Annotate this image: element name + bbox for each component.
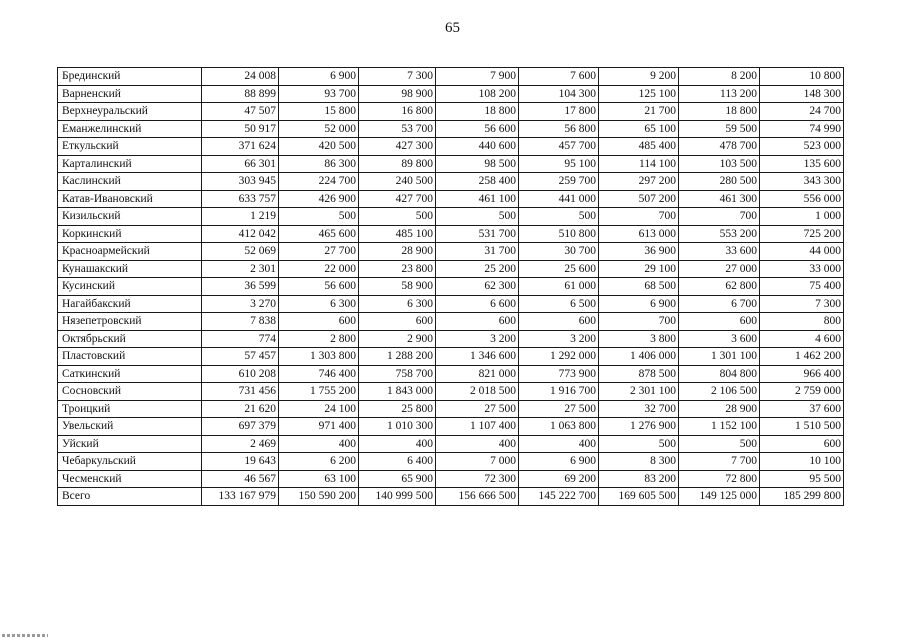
value-cell: 22 000 <box>279 260 359 278</box>
value-cell: 613 000 <box>599 225 679 243</box>
value-cell: 224 700 <box>279 173 359 191</box>
value-cell: 56 800 <box>519 120 599 138</box>
value-cell: 72 800 <box>679 470 760 488</box>
value-cell: 461 300 <box>679 190 760 208</box>
table-row <box>58 68 844 86</box>
value-cell: 510 800 <box>519 225 599 243</box>
district-name-cell: Сосновский <box>58 383 202 401</box>
value-cell: 140 999 500 <box>359 488 436 506</box>
value-cell: 17 800 <box>519 103 599 121</box>
value-cell: 878 500 <box>599 365 679 383</box>
value-cell: 6 200 <box>279 453 359 471</box>
district-name-cell: Кунашакский <box>58 260 202 278</box>
district-name-cell: Саткинский <box>58 365 202 383</box>
value-cell: 6 900 <box>519 453 599 471</box>
value-cell: 2 301 100 <box>599 383 679 401</box>
value-cell: 2 900 <box>359 330 436 348</box>
value-cell: 400 <box>436 435 519 453</box>
value-cell: 971 400 <box>279 418 359 436</box>
value-cell: 68 500 <box>599 278 679 296</box>
value-cell: 3 800 <box>599 330 679 348</box>
value-cell: 156 666 500 <box>436 488 519 506</box>
value-cell: 600 <box>359 313 436 331</box>
value-cell: 10 100 <box>760 453 844 471</box>
table-row <box>58 85 844 103</box>
value-cell: 24 100 <box>279 400 359 418</box>
district-name-cell: Еткульский <box>58 138 202 156</box>
table-row <box>58 278 844 296</box>
table-body <box>58 68 844 506</box>
value-cell: 150 590 200 <box>279 488 359 506</box>
value-cell: 6 900 <box>279 68 359 86</box>
value-cell: 2 800 <box>279 330 359 348</box>
value-cell: 21 620 <box>202 400 279 418</box>
value-cell: 478 700 <box>679 138 760 156</box>
value-cell: 61 000 <box>519 278 599 296</box>
value-cell: 804 800 <box>679 365 760 383</box>
district-name-cell: Чесменский <box>58 470 202 488</box>
value-cell: 507 200 <box>599 190 679 208</box>
value-cell: 28 900 <box>679 400 760 418</box>
value-cell: 7 000 <box>436 453 519 471</box>
value-cell: 86 300 <box>279 155 359 173</box>
value-cell: 15 800 <box>279 103 359 121</box>
value-cell: 427 300 <box>359 138 436 156</box>
value-cell: 65 900 <box>359 470 436 488</box>
district-name-cell: Варненский <box>58 85 202 103</box>
table-row <box>58 120 844 138</box>
value-cell: 600 <box>679 313 760 331</box>
value-cell: 3 200 <box>519 330 599 348</box>
value-cell: 16 800 <box>359 103 436 121</box>
value-cell: 8 200 <box>679 68 760 86</box>
value-cell: 1 107 400 <box>436 418 519 436</box>
value-cell: 31 700 <box>436 243 519 261</box>
district-name-cell: Катав-Ивановский <box>58 190 202 208</box>
value-cell: 27 500 <box>436 400 519 418</box>
value-cell: 1 219 <box>202 208 279 226</box>
district-name-cell: Чебаркульский <box>58 453 202 471</box>
value-cell: 27 500 <box>519 400 599 418</box>
value-cell: 30 700 <box>519 243 599 261</box>
value-cell: 412 042 <box>202 225 279 243</box>
value-cell: 104 300 <box>519 85 599 103</box>
value-cell: 8 300 <box>599 453 679 471</box>
value-cell: 303 945 <box>202 173 279 191</box>
table-row <box>58 348 844 366</box>
value-cell: 75 400 <box>760 278 844 296</box>
value-cell: 500 <box>599 435 679 453</box>
table-row <box>58 173 844 191</box>
value-cell: 697 379 <box>202 418 279 436</box>
value-cell: 280 500 <box>679 173 760 191</box>
value-cell: 50 917 <box>202 120 279 138</box>
value-cell: 1 301 100 <box>679 348 760 366</box>
value-cell: 2 106 500 <box>679 383 760 401</box>
value-cell: 25 200 <box>436 260 519 278</box>
value-cell: 440 600 <box>436 138 519 156</box>
value-cell: 114 100 <box>599 155 679 173</box>
table-row <box>58 313 844 331</box>
value-cell: 1 916 700 <box>519 383 599 401</box>
table-row <box>58 400 844 418</box>
value-cell: 19 643 <box>202 453 279 471</box>
value-cell: 6 300 <box>359 295 436 313</box>
value-cell: 3 600 <box>679 330 760 348</box>
value-cell: 65 100 <box>599 120 679 138</box>
value-cell: 821 000 <box>436 365 519 383</box>
value-cell: 500 <box>679 435 760 453</box>
value-cell: 133 167 979 <box>202 488 279 506</box>
value-cell: 88 899 <box>202 85 279 103</box>
value-cell: 600 <box>279 313 359 331</box>
district-name-cell: Красноармейский <box>58 243 202 261</box>
value-cell: 103 500 <box>679 155 760 173</box>
value-cell: 3 200 <box>436 330 519 348</box>
district-name-cell: Пластовский <box>58 348 202 366</box>
table-row <box>58 435 844 453</box>
value-cell: 1 152 100 <box>679 418 760 436</box>
value-cell: 966 400 <box>760 365 844 383</box>
value-cell: 600 <box>760 435 844 453</box>
value-cell: 25 600 <box>519 260 599 278</box>
value-cell: 1 000 <box>760 208 844 226</box>
district-name-cell: Уйский <box>58 435 202 453</box>
value-cell: 1 288 200 <box>359 348 436 366</box>
value-cell: 426 900 <box>279 190 359 208</box>
value-cell: 93 700 <box>279 85 359 103</box>
value-cell: 1 755 200 <box>279 383 359 401</box>
value-cell: 66 301 <box>202 155 279 173</box>
value-cell: 6 900 <box>599 295 679 313</box>
value-cell: 83 200 <box>599 470 679 488</box>
table-row <box>58 295 844 313</box>
value-cell: 149 125 000 <box>679 488 760 506</box>
district-name-cell: Кизильский <box>58 208 202 226</box>
value-cell: 125 100 <box>599 85 679 103</box>
value-cell: 10 800 <box>760 68 844 86</box>
value-cell: 600 <box>519 313 599 331</box>
value-cell: 556 000 <box>760 190 844 208</box>
value-cell: 36 900 <box>599 243 679 261</box>
table-row <box>58 103 844 121</box>
value-cell: 108 200 <box>436 85 519 103</box>
value-cell: 1 063 800 <box>519 418 599 436</box>
table-row <box>58 383 844 401</box>
value-cell: 7 900 <box>436 68 519 86</box>
table-row <box>58 488 844 506</box>
value-cell: 1 276 900 <box>599 418 679 436</box>
value-cell: 7 300 <box>359 68 436 86</box>
value-cell: 259 700 <box>519 173 599 191</box>
value-cell: 1 303 800 <box>279 348 359 366</box>
value-cell: 700 <box>599 313 679 331</box>
value-cell: 1 292 000 <box>519 348 599 366</box>
value-cell: 6 500 <box>519 295 599 313</box>
value-cell: 774 <box>202 330 279 348</box>
district-name-cell: Всего <box>58 488 202 506</box>
value-cell: 400 <box>519 435 599 453</box>
value-cell: 27 000 <box>679 260 760 278</box>
value-cell: 32 700 <box>599 400 679 418</box>
table-row <box>58 365 844 383</box>
value-cell: 89 800 <box>359 155 436 173</box>
value-cell: 1 406 000 <box>599 348 679 366</box>
district-name-cell: Нязепетровский <box>58 313 202 331</box>
value-cell: 52 000 <box>279 120 359 138</box>
value-cell: 2 301 <box>202 260 279 278</box>
value-cell: 72 300 <box>436 470 519 488</box>
value-cell: 58 900 <box>359 278 436 296</box>
value-cell: 57 457 <box>202 348 279 366</box>
value-cell: 9 200 <box>599 68 679 86</box>
value-cell: 3 270 <box>202 295 279 313</box>
value-cell: 2 469 <box>202 435 279 453</box>
value-cell: 2 018 500 <box>436 383 519 401</box>
value-cell: 98 500 <box>436 155 519 173</box>
district-name-cell: Октябрьский <box>58 330 202 348</box>
value-cell: 24 008 <box>202 68 279 86</box>
value-cell: 485 400 <box>599 138 679 156</box>
value-cell: 52 069 <box>202 243 279 261</box>
value-cell: 240 500 <box>359 173 436 191</box>
value-cell: 148 300 <box>760 85 844 103</box>
value-cell: 33 000 <box>760 260 844 278</box>
value-cell: 7 700 <box>679 453 760 471</box>
value-cell: 500 <box>519 208 599 226</box>
value-cell: 1 010 300 <box>359 418 436 436</box>
value-cell: 758 700 <box>359 365 436 383</box>
value-cell: 700 <box>679 208 760 226</box>
value-cell: 23 800 <box>359 260 436 278</box>
value-cell: 98 900 <box>359 85 436 103</box>
value-cell: 465 600 <box>279 225 359 243</box>
value-cell: 500 <box>279 208 359 226</box>
value-cell: 21 700 <box>599 103 679 121</box>
table-row <box>58 225 844 243</box>
district-name-cell: Верхнеуральский <box>58 103 202 121</box>
value-cell: 24 700 <box>760 103 844 121</box>
data-table <box>57 67 844 506</box>
district-name-cell: Увельский <box>58 418 202 436</box>
value-cell: 7 838 <box>202 313 279 331</box>
value-cell: 523 000 <box>760 138 844 156</box>
district-name-cell: Еманжелинский <box>58 120 202 138</box>
value-cell: 36 599 <box>202 278 279 296</box>
table-row <box>58 190 844 208</box>
table-row <box>58 418 844 436</box>
value-cell: 297 200 <box>599 173 679 191</box>
value-cell: 46 567 <box>202 470 279 488</box>
district-name-cell: Каслинский <box>58 173 202 191</box>
table-row <box>58 453 844 471</box>
value-cell: 773 900 <box>519 365 599 383</box>
value-cell: 531 700 <box>436 225 519 243</box>
value-cell: 700 <box>599 208 679 226</box>
table-row <box>58 208 844 226</box>
table-row <box>58 330 844 348</box>
value-cell: 400 <box>279 435 359 453</box>
value-cell: 6 400 <box>359 453 436 471</box>
value-cell: 95 500 <box>760 470 844 488</box>
value-cell: 27 700 <box>279 243 359 261</box>
table-row <box>58 260 844 278</box>
value-cell: 610 208 <box>202 365 279 383</box>
district-name-cell: Нагайбакский <box>58 295 202 313</box>
table-row <box>58 243 844 261</box>
value-cell: 53 700 <box>359 120 436 138</box>
district-name-cell: Карталинский <box>58 155 202 173</box>
value-cell: 25 800 <box>359 400 436 418</box>
value-cell: 28 900 <box>359 243 436 261</box>
table-row <box>58 470 844 488</box>
value-cell: 457 700 <box>519 138 599 156</box>
value-cell: 500 <box>436 208 519 226</box>
district-name-cell: Коркинский <box>58 225 202 243</box>
value-cell: 633 757 <box>202 190 279 208</box>
value-cell: 7 300 <box>760 295 844 313</box>
value-cell: 18 800 <box>679 103 760 121</box>
value-cell: 69 200 <box>519 470 599 488</box>
table-row <box>58 138 844 156</box>
scan-artifact <box>2 634 48 637</box>
value-cell: 56 600 <box>279 278 359 296</box>
value-cell: 1 843 000 <box>359 383 436 401</box>
value-cell: 731 456 <box>202 383 279 401</box>
value-cell: 485 100 <box>359 225 436 243</box>
value-cell: 74 990 <box>760 120 844 138</box>
value-cell: 600 <box>436 313 519 331</box>
value-cell: 18 800 <box>436 103 519 121</box>
district-name-cell: Брединский <box>58 68 202 86</box>
value-cell: 4 600 <box>760 330 844 348</box>
value-cell: 145 222 700 <box>519 488 599 506</box>
district-name-cell: Кусинский <box>58 278 202 296</box>
value-cell: 62 300 <box>436 278 519 296</box>
value-cell: 95 100 <box>519 155 599 173</box>
value-cell: 258 400 <box>436 173 519 191</box>
value-cell: 746 400 <box>279 365 359 383</box>
value-cell: 59 500 <box>679 120 760 138</box>
value-cell: 2 759 000 <box>760 383 844 401</box>
value-cell: 6 700 <box>679 295 760 313</box>
value-cell: 185 299 800 <box>760 488 844 506</box>
value-cell: 7 600 <box>519 68 599 86</box>
value-cell: 400 <box>359 435 436 453</box>
value-cell: 56 600 <box>436 120 519 138</box>
value-cell: 553 200 <box>679 225 760 243</box>
page-number: 65 <box>445 20 460 36</box>
value-cell: 37 600 <box>760 400 844 418</box>
value-cell: 6 300 <box>279 295 359 313</box>
value-cell: 62 800 <box>679 278 760 296</box>
value-cell: 461 100 <box>436 190 519 208</box>
value-cell: 44 000 <box>760 243 844 261</box>
value-cell: 427 700 <box>359 190 436 208</box>
value-cell: 1 510 500 <box>760 418 844 436</box>
table-row <box>58 155 844 173</box>
value-cell: 1 462 200 <box>760 348 844 366</box>
value-cell: 63 100 <box>279 470 359 488</box>
value-cell: 135 600 <box>760 155 844 173</box>
value-cell: 113 200 <box>679 85 760 103</box>
value-cell: 1 346 600 <box>436 348 519 366</box>
value-cell: 800 <box>760 313 844 331</box>
value-cell: 33 600 <box>679 243 760 261</box>
value-cell: 371 624 <box>202 138 279 156</box>
value-cell: 47 507 <box>202 103 279 121</box>
value-cell: 6 600 <box>436 295 519 313</box>
value-cell: 500 <box>359 208 436 226</box>
value-cell: 441 000 <box>519 190 599 208</box>
value-cell: 725 200 <box>760 225 844 243</box>
value-cell: 343 300 <box>760 173 844 191</box>
value-cell: 169 605 500 <box>599 488 679 506</box>
value-cell: 29 100 <box>599 260 679 278</box>
value-cell: 420 500 <box>279 138 359 156</box>
district-name-cell: Троицкий <box>58 400 202 418</box>
